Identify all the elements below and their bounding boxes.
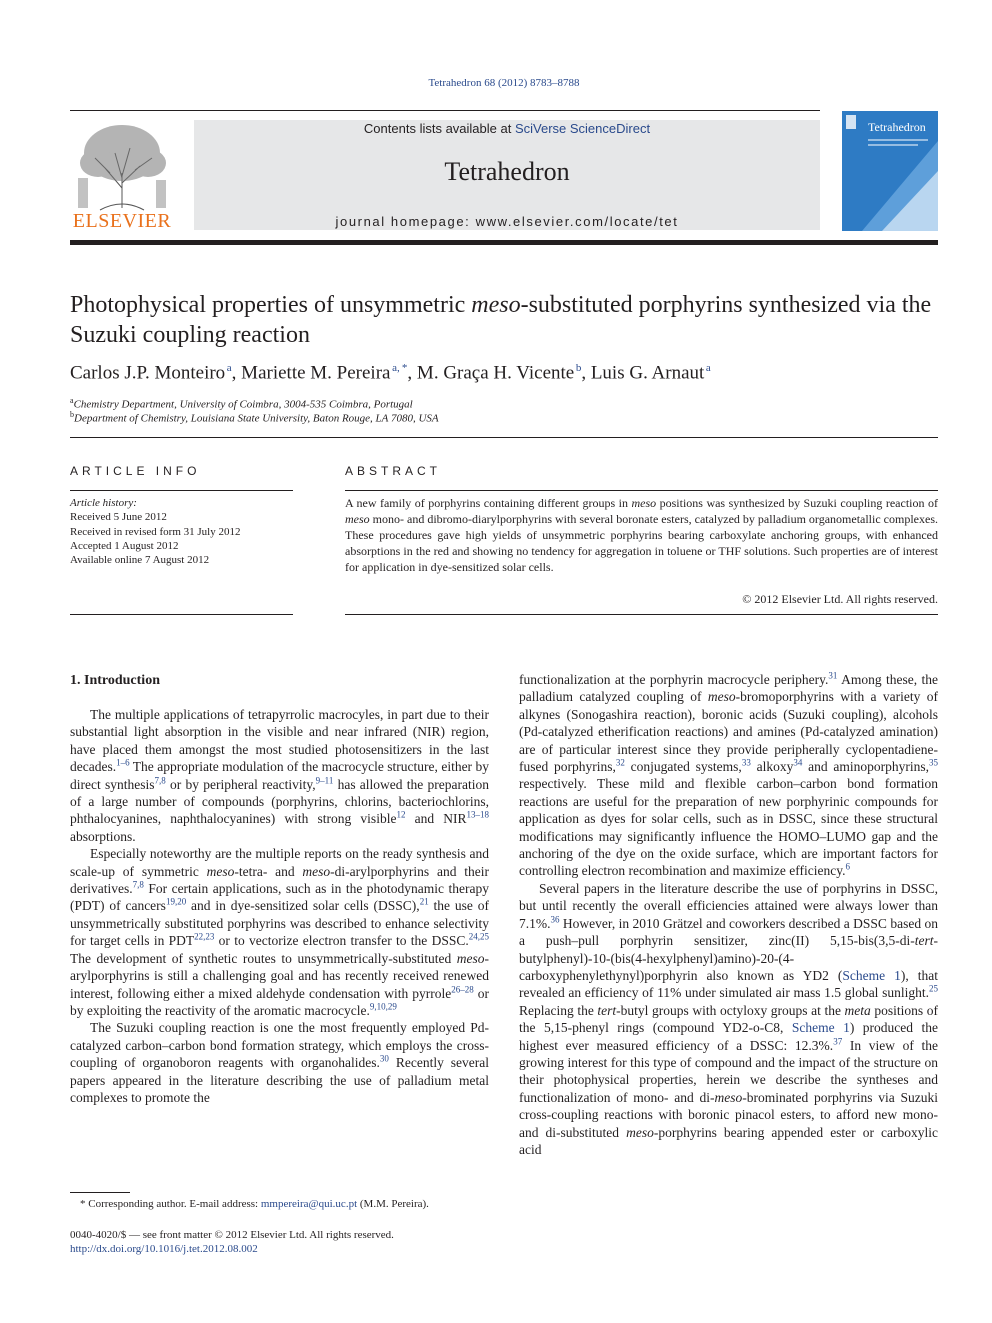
text-fragment: -di-arylporphyrins and their derivatives. xyxy=(70,863,489,897)
title-part-2: -substituted porphyrins synthesized via the Suzuki coupling reaction xyxy=(70,292,932,348)
text-fragment: The multiple applications of tetrapyrrolic macrocyles, in part due to their substantial light absorption in the visible and near infrared (NIR) region, have placed them amongst the most studied photosensitizers in the last decades. xyxy=(70,707,489,775)
journal-title: Tetrahedron xyxy=(444,157,570,186)
text-fragment: -arylporphyrins is still a challenging goal and has recently received renewed interest, following either a mixed aldehyde condensation with pyrrole xyxy=(70,950,489,1001)
sciencedirect-link[interactable]: SciVerse ScienceDirect xyxy=(514,121,651,136)
intro-paragraph-3-continued xyxy=(519,671,938,880)
citation-link[interactable]: 34 xyxy=(793,757,803,768)
citation-link[interactable]: 37 xyxy=(833,1036,843,1047)
history-online: Available online 7 August 2012 xyxy=(70,554,210,567)
doi-link[interactable]: http://dx.doi.org/10.1016/j.tet.2012.08.002 xyxy=(70,1243,258,1255)
abstract-heading: ABSTRACT xyxy=(345,464,442,478)
citation-link[interactable]: 1–6 xyxy=(116,757,130,768)
citation-link[interactable]: 7,8 xyxy=(154,775,166,786)
text-fragment: and NIR xyxy=(405,811,467,827)
citation-link[interactable]: 24,25 xyxy=(468,931,489,942)
author-list: Carlos J.P. Monteiro $^a$, Mariette M. Pereira $^{a, *}$, M. Graça H. Vicente $^b$, Luis G. Arnaut $^a$ xyxy=(70,362,711,384)
text-fragment: Especially noteworthy are the multiple reports on the ready synthesis and scale-up of symmetric xyxy=(70,846,489,879)
article-info-rule-bottom xyxy=(70,614,293,615)
intro-paragraph-3 xyxy=(70,1019,489,1106)
author-name: Carlos J.P. Monteiro xyxy=(70,362,226,384)
text-fragment: Recently several papers appeared in the literature describing the use of palladium metal complexes to promote the xyxy=(70,1055,490,1105)
abstract-italic: meso xyxy=(345,512,370,526)
footnote-text: (M.M. Pereira). xyxy=(357,1198,429,1210)
text-fragment: ), that revealed an efficiency of 11% under simulated air mass 1.5 global sunlight. xyxy=(519,967,938,1001)
italic-term: meso xyxy=(456,950,485,966)
citation-link[interactable]: 19,20 xyxy=(165,896,187,907)
citation-link[interactable]: 36 xyxy=(550,914,560,925)
intro-paragraph-1 xyxy=(70,706,489,845)
text-fragment: -tetra- and xyxy=(234,863,303,879)
text-fragment: -bromoporphyrins with a variety of alkynes (Sonogashira reaction), boronic acids (Suzuki coupling), alcohols (Pd-catalyzed etherification reactions) and amines (Pd-catalyzed amination) are of particular interest since they provide peripherally cyclopentadiene-fused porphyrins, xyxy=(519,689,938,775)
top-rule xyxy=(70,110,820,111)
abstract-rule-top xyxy=(345,490,938,491)
title-divider xyxy=(70,437,938,438)
abstract-italic: meso xyxy=(631,496,657,510)
article-info-rule-top xyxy=(70,490,293,491)
contents-prefix: Contents lists available at xyxy=(363,121,515,136)
citation-link[interactable]: 21 xyxy=(419,896,429,907)
title-part-1: Photophysical properties of unsymmetric xyxy=(70,292,472,318)
text-fragment: -porphyrins bearing appended ester or carboxylic acid xyxy=(519,1124,938,1157)
citation-link[interactable]: 12 xyxy=(396,809,406,820)
affiliation-text: Chemistry Department, University of Coimbra, 3004-535 Coimbra, Portugal xyxy=(73,398,413,411)
introduction-heading: 1. Introduction xyxy=(70,673,160,688)
article-history xyxy=(70,496,300,567)
text-fragment: Among these, the palladium catalyzed coupling of xyxy=(519,672,938,705)
author-name: Luis G. Arnaut xyxy=(590,362,705,384)
author-affil-link[interactable]: a xyxy=(226,362,232,374)
text-fragment: and in dye-sensitized solar cells (DSSC), xyxy=(186,898,420,914)
history-received: Received 5 June 2012 xyxy=(70,511,167,524)
author-affil-link[interactable]: a xyxy=(705,362,711,374)
author-name: M. Graça H. Vicente xyxy=(416,362,575,384)
text-fragment: or to vectorize electron transfer to the DSSC. xyxy=(214,933,469,949)
italic-term: tert xyxy=(914,933,934,949)
scheme-link[interactable]: Scheme 1 xyxy=(842,967,901,983)
text-fragment: functionalization at the porphyrin macrocycle periphery. xyxy=(519,672,829,687)
italic-term: meso xyxy=(714,1089,743,1105)
text-fragment: and aminoporphyrins, xyxy=(802,759,930,775)
title-italic: meso xyxy=(471,292,521,318)
citation-link[interactable]: 6 xyxy=(845,861,850,872)
journal-cover-thumbnail xyxy=(842,111,938,231)
text-fragment: or by peripheral reactivity, xyxy=(165,776,316,792)
citation-link[interactable]: 9,10,29 xyxy=(369,1001,397,1012)
body-column-right xyxy=(519,671,938,1158)
citation-link[interactable]: 30 xyxy=(379,1053,389,1064)
history-accepted: Accepted 1 August 2012 xyxy=(70,539,179,552)
header-thick-rule xyxy=(70,240,938,245)
italic-term: meso xyxy=(206,863,235,879)
citation-link[interactable]: 26–28 xyxy=(451,984,474,994)
abstract-fragment: A new family of porphyrins containing different groups in xyxy=(345,496,632,510)
citation-link[interactable]: 7,8 xyxy=(132,879,144,890)
affiliation-marker: b xyxy=(70,410,74,419)
text-fragment: Several papers in the literature describe the use of porphyrins in DSSC, but until recently the overall efficiencies attained were always lower than 7.1%. xyxy=(519,880,938,931)
italic-term: meso xyxy=(302,863,331,879)
citation-link[interactable]: 35 xyxy=(929,757,939,768)
text-fragment: -butylphenyl)-10-(bis(4-hexylphenyl)amino)-20-(4-carboxyphenylethynyl)porphyrin also known as YD2 ( xyxy=(519,933,938,983)
footnote-text: * Corresponding author. E-mail address: xyxy=(80,1198,261,1210)
text-fragment: The development of synthetic routes to unsymmetrically-substituted xyxy=(70,950,457,966)
issn-line: 0040-4020/$ — see front matter © 2012 Elsevier Ltd. All rights reserved. xyxy=(70,1229,394,1241)
italic-term: meso xyxy=(707,689,736,705)
citation-link[interactable]: 13–18 xyxy=(466,809,489,820)
citation-link[interactable]: 9–11 xyxy=(315,775,334,786)
abstract-fragment: mono- and dibromo-diarylporphyrins with several boronate esters, catalyzed by palladium organometallic complexes. These procedures gave high yields of unsymmetric porphyrins bearing carboxylate anchoring groups, with enhanced absorptions in the red and showing no tendency for aggregation in toluene or THF solutions. Such properties are of interest for application in dye-sensitized solar cells. xyxy=(345,512,938,574)
citation-link[interactable]: 33 xyxy=(741,757,751,768)
affiliation-text: Department of Chemistry, Louisiana State University, Baton Rouge, LA 7080, USA xyxy=(74,412,439,425)
journal-homepage[interactable]: journal homepage: www.elsevier.com/locate/tet xyxy=(335,214,679,229)
text-fragment: Replacing the xyxy=(519,1002,598,1018)
affiliation-b xyxy=(70,410,950,425)
citation-link[interactable]: 31 xyxy=(828,670,838,681)
citation-link[interactable]: 25 xyxy=(929,983,938,994)
text-fragment: the use of unsymmetrically substituted porphyrins was described to enhance selectivity for target cells in PDT xyxy=(70,898,489,949)
article-title xyxy=(70,290,950,350)
text-fragment: ) produced the highest ever measured efficiency of a DSSC: 12.3%. xyxy=(519,1020,938,1053)
italic-term: tert xyxy=(597,1002,617,1018)
contents-line xyxy=(194,121,820,136)
author-name: Mariette M. Pereira xyxy=(241,362,391,384)
text-fragment: has allowed the preparation of a large number of compounds (porphyrins, chlorins, bacteriochlorins, phthalocyanines, naphthalocyanines) with strong visible xyxy=(70,776,489,827)
abstract-text xyxy=(345,495,938,575)
text-fragment: alkoxy xyxy=(750,759,794,775)
text-fragment: positions of the 5,15-phenyl rings (compound YD2-o-C8, xyxy=(519,1002,938,1036)
text-fragment: In view of the growing interest for this type of compound and the impact of the structure on their photophysical properties, herein we describe the syntheses and functionalization of mono- and di- xyxy=(519,1037,938,1105)
italic-term: meta xyxy=(844,1002,871,1018)
footnote-rule xyxy=(70,1192,130,1193)
text-fragment: -butyl groups with octyloxy groups at the xyxy=(616,1002,845,1018)
italic-term: meso xyxy=(626,1124,654,1140)
author-affil-link[interactable]: b xyxy=(575,362,582,374)
history-label: Article history: xyxy=(70,497,137,509)
text-fragment: -brominated porphyrins via Suzuki cross-coupling reactions with boronic pinacol esters, to afford new mono- and di-substituted xyxy=(519,1089,938,1140)
intro-paragraph-4 xyxy=(519,880,938,1159)
affiliation-a xyxy=(70,396,950,411)
text-fragment: or by exploiting the reactivity of the aromatic macrocycle. xyxy=(70,985,489,1018)
elsevier-wordmark: ELSEVIER xyxy=(72,210,172,232)
text-fragment: The appropriate modulation of the macrocycle structure, either by direct synthesis xyxy=(70,759,489,792)
citation-link[interactable]: 22,23 xyxy=(194,931,215,942)
affiliation-marker: a xyxy=(70,396,74,405)
abstract-rule-bottom xyxy=(345,614,938,615)
scheme-link[interactable]: Scheme 1 xyxy=(791,1020,850,1036)
abstract-fragment: positions was synthesized by Suzuki coupling reaction of xyxy=(656,496,938,510)
journal-reference[interactable]: Tetrahedron 68 (2012) 8783–8788 xyxy=(428,77,580,89)
text-fragment: However, in 2010 Grätzel and coworkers described a DSSC based on a push–pull porphyrin sensitizer, zinc(II) 5,15-bis(3,5-di- xyxy=(519,915,938,949)
article-info-heading: ARTICLE INFO xyxy=(70,464,201,478)
text-fragment: absorptions. xyxy=(70,828,136,844)
author-affil-link[interactable]: a, * xyxy=(392,362,408,374)
abstract-copyright: © 2012 Elsevier Ltd. All rights reserved. xyxy=(742,592,938,606)
intro-paragraph-2 xyxy=(70,845,489,1019)
citation-link[interactable]: 32 xyxy=(615,757,625,768)
history-revised: Received in revised form 31 July 2012 xyxy=(70,525,241,538)
cover-title: Tetrahedron xyxy=(868,120,926,134)
text-fragment: respectively. These mild and flexible carbon–carbon bond formation reactions are useful for the preparation of new porphyrinic compounds for application as dyes for solar cells, such as in DSSC, since these structural modifications may significantly influence the HOMO–LUMO gap and the anchoring of the dye on the oxide surface, which are important factors for controlling electron recombination and maximize efficiency. xyxy=(519,776,938,879)
author-email-link[interactable]: mmpereira@qui.uc.pt xyxy=(260,1198,358,1210)
body-column-left xyxy=(70,706,489,1106)
corresponding-author-footnote xyxy=(80,1198,429,1210)
text-fragment: For certain applications, such as in the photodynamic therapy (PDT) of cancers xyxy=(70,881,489,914)
text-fragment: conjugated systems, xyxy=(624,759,742,775)
text-fragment: The Suzuki coupling reaction is one the most frequently employed Pd-catalyzed carbon–carbon bond formation strategy, which employs the cross-coupling of organoboron reagents with organohalides. xyxy=(70,1020,489,1071)
